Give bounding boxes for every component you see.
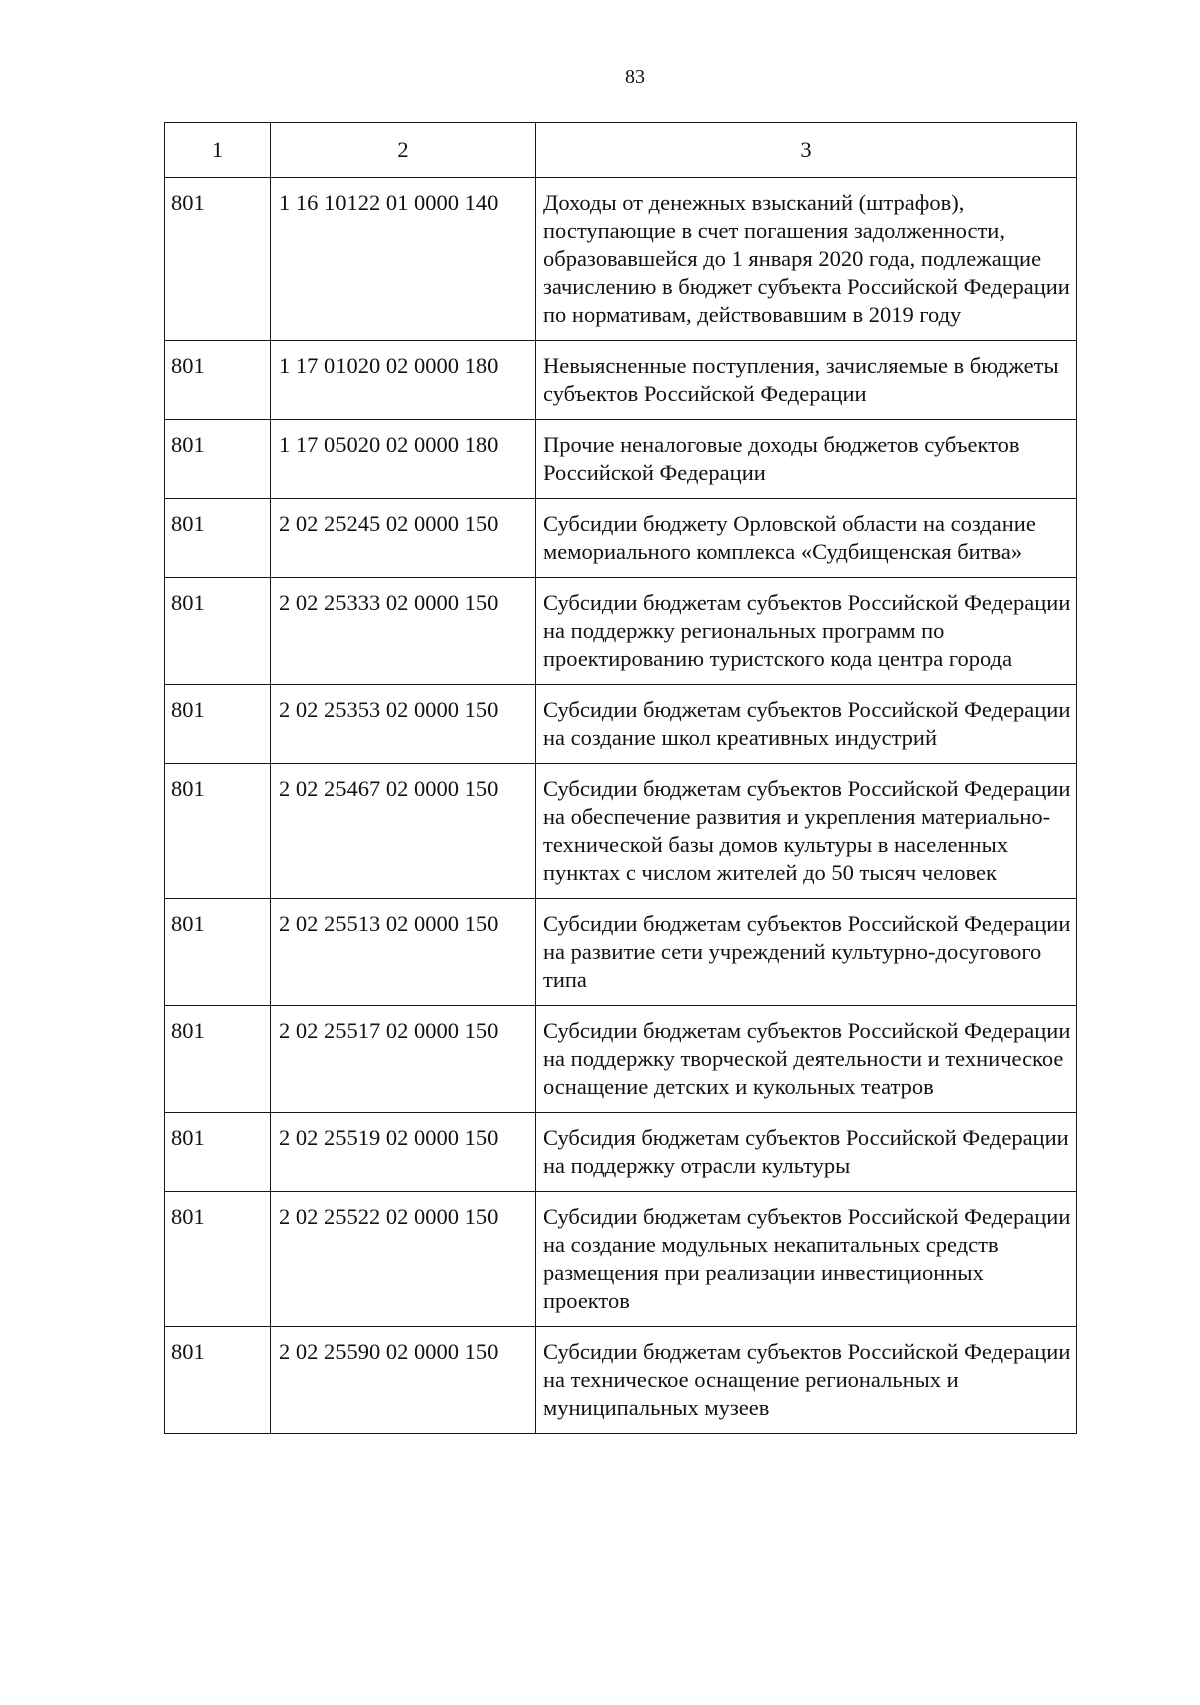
table-row — [165, 1327, 1077, 1434]
admin-code-cell: 801 — [165, 1006, 271, 1113]
description-cell: Субсидии бюджету Орловской области на создание мемориального комплекса «Судбищенская битва» — [536, 499, 1077, 578]
admin-code-cell: 801 — [165, 420, 271, 499]
description-cell: Доходы от денежных взысканий (штрафов), поступающие в счет погашения задолженности, образовавшейся до 1 января 2020 года, подлежащие зачислению в бюджет субъекта Российской Федерации по нормативам, действовавшим в 2019 году — [536, 178, 1077, 341]
description-cell: Невыясненные поступления, зачисляемые в бюджеты субъектов Российской Федерации — [536, 341, 1077, 420]
description-cell: Субсидии бюджетам субъектов Российской Федерации на развитие сети учреждений культурно-досугового типа — [536, 899, 1077, 1006]
budget-code-cell: 2 02 25353 02 0000 150 — [271, 685, 536, 764]
column-header-2: 2 — [271, 123, 536, 178]
admin-code-cell: 801 — [165, 764, 271, 899]
admin-code-cell: 801 — [165, 341, 271, 420]
budget-code-cell: 2 02 25519 02 0000 150 — [271, 1113, 536, 1192]
table-row — [165, 685, 1077, 764]
table-row — [165, 499, 1077, 578]
budget-code-cell: 2 02 25245 02 0000 150 — [271, 499, 536, 578]
description-cell: Субсидии бюджетам субъектов Российской Федерации на поддержку региональных программ по проектированию туристского кода центра города — [536, 578, 1077, 685]
column-header-1: 1 — [165, 123, 271, 178]
budget-code-cell: 2 02 25513 02 0000 150 — [271, 899, 536, 1006]
description-cell: Субсидии бюджетам субъектов Российской Федерации на создание школ креативных индустрий — [536, 685, 1077, 764]
table-row — [165, 341, 1077, 420]
budget-code-cell: 1 16 10122 01 0000 140 — [271, 178, 536, 341]
table-header — [165, 123, 1077, 178]
admin-code-cell: 801 — [165, 178, 271, 341]
admin-code-cell: 801 — [165, 1113, 271, 1192]
admin-code-cell: 801 — [165, 685, 271, 764]
description-cell: Субсидии бюджетам субъектов Российской Федерации на поддержку творческой деятельности и техническое оснащение детских и кукольных театров — [536, 1006, 1077, 1113]
table-body — [165, 178, 1077, 1434]
table-row — [165, 899, 1077, 1006]
column-header-3: 3 — [536, 123, 1077, 178]
admin-code-cell: 801 — [165, 1327, 271, 1434]
table-row — [165, 178, 1077, 341]
description-cell: Субсидии бюджетам субъектов Российской Федерации на техническое оснащение региональных и муниципальных музеев — [536, 1327, 1077, 1434]
description-cell: Субсидии бюджетам субъектов Российской Федерации на обеспечение развития и укрепления материально-технической базы домов культуры в населенных пунктах с числом жителей до 50 тысяч человек — [536, 764, 1077, 899]
page-number: 83 — [625, 66, 645, 88]
table-row — [165, 578, 1077, 685]
budget-code-cell: 1 17 01020 02 0000 180 — [271, 341, 536, 420]
budget-code-cell: 2 02 25467 02 0000 150 — [271, 764, 536, 899]
description-cell: Прочие неналоговые доходы бюджетов субъектов Российской Федерации — [536, 420, 1077, 499]
description-cell: Субсидии бюджетам субъектов Российской Федерации на создание модульных некапитальных средств размещения при реализации инвестиционных проектов — [536, 1192, 1077, 1327]
header-row — [165, 123, 1077, 178]
table-row — [165, 764, 1077, 899]
table-row — [165, 1113, 1077, 1192]
revenue-codes-table — [164, 122, 1077, 1434]
admin-code-cell: 801 — [165, 899, 271, 1006]
budget-code-cell: 2 02 25517 02 0000 150 — [271, 1006, 536, 1113]
budget-code-cell: 2 02 25522 02 0000 150 — [271, 1192, 536, 1327]
budget-code-cell: 2 02 25333 02 0000 150 — [271, 578, 536, 685]
admin-code-cell: 801 — [165, 578, 271, 685]
admin-code-cell: 801 — [165, 499, 271, 578]
budget-code-cell: 1 17 05020 02 0000 180 — [271, 420, 536, 499]
table-row — [165, 420, 1077, 499]
admin-code-cell: 801 — [165, 1192, 271, 1327]
table-row — [165, 1192, 1077, 1327]
table-row — [165, 1006, 1077, 1113]
description-cell: Субсидия бюджетам субъектов Российской Федерации на поддержку отрасли культуры — [536, 1113, 1077, 1192]
budget-code-cell: 2 02 25590 02 0000 150 — [271, 1327, 536, 1434]
